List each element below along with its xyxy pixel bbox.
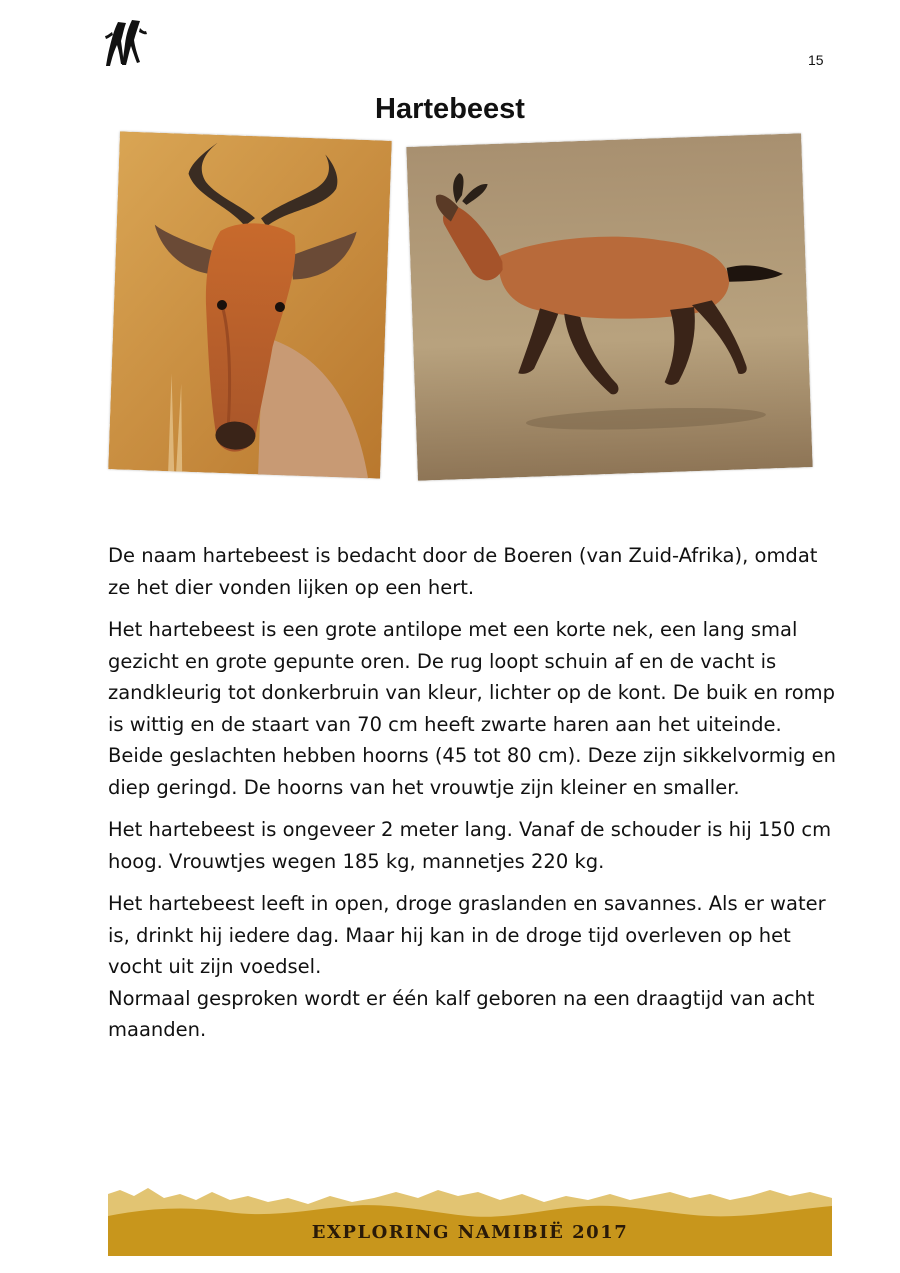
rock-art-logo-icon xyxy=(104,18,150,68)
paragraph: Normaal gesproken wordt er één kalf geboren na een draagtijd van acht maanden. xyxy=(108,986,815,1041)
page-title: Hartebeest xyxy=(375,93,525,126)
footer-banner xyxy=(108,1186,832,1256)
paragraph: Het hartebeest is ongeveer 2 meter lang. Vanaf de schouder is hij 150 cm hoog. Vrouwtjes wegen 185 kg, mannetjes 220 kg. xyxy=(108,818,832,873)
banner-title: EXPLORING NAMIBIË 2017 xyxy=(311,1222,629,1243)
page-number: 15 xyxy=(808,52,824,68)
paragraph: Het hartebeest leeft in open, droge graslanden en savannes. Als er water is, drinkt hij iedere dag. Maar hij kan in de droge tijd overleven op het vocht uit zijn voedsel. xyxy=(108,892,826,978)
dune-silhouette-icon xyxy=(108,1186,832,1256)
paragraph: Het hartebeest is een grote antilope met een korte nek, een lang smal gezicht en grote gepunte oren. De rug loopt schuin af en de vacht is zandkleurig tot donkerbruin van kleur, lichter op de kont. De buik en romp is wittig en de staart van 70 cm heeft zwarte haren aan het uiteinde. Beide geslachten hebben hoorns (45 tot 80 cm). Deze zijn sikkelvormig en diep geringd. De hoorns van het vrouwtje zijn kleiner en smaller. xyxy=(108,618,837,799)
paragraph: De naam hartebeest is bedacht door de Boeren (van Zuid-Afrika), omdat ze het dier vonden lijken op een hert. xyxy=(108,544,818,599)
article-body xyxy=(108,540,838,1057)
hartebeest-running-photo xyxy=(406,133,812,481)
hartebeest-head-photo xyxy=(108,131,392,478)
